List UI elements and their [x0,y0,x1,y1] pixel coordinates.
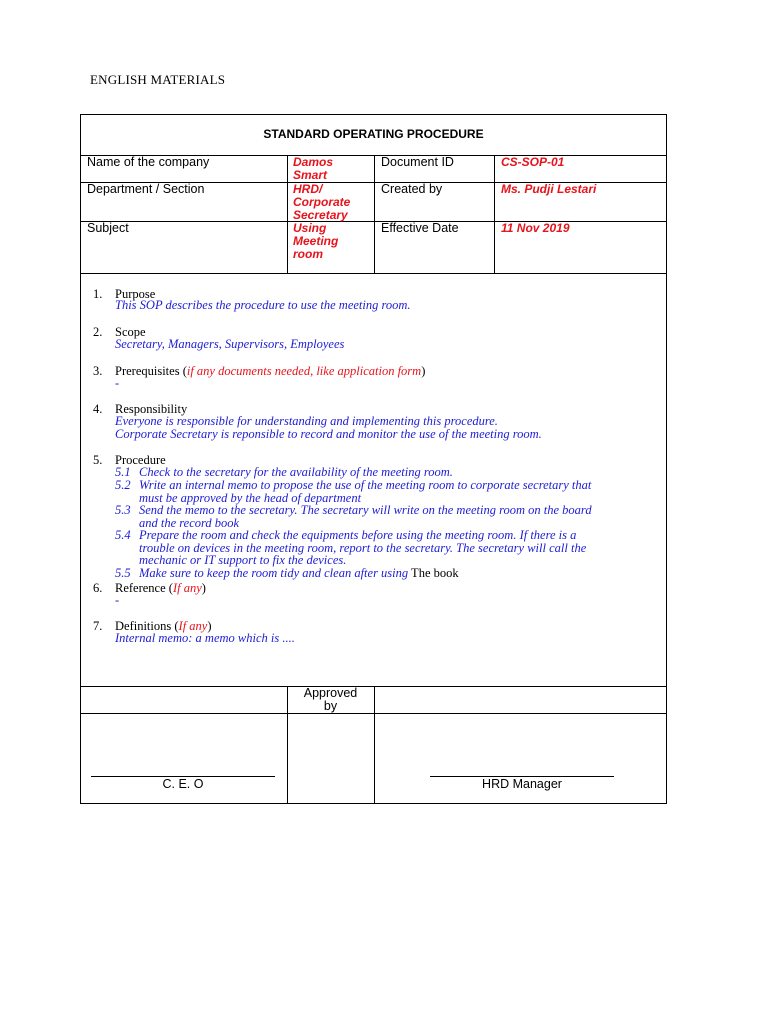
document-id-label: Document ID [381,155,454,169]
document-id-value: CS-SOP-01 [501,155,565,169]
hrd-manager-label: HRD Manager [482,777,562,791]
department-value: HRD/ Corporate Secretary [293,182,351,222]
approved-by-label: Approved by [303,686,358,713]
sop-title: STANDARD OPERATING PROCEDURE [263,127,484,141]
effective-date-label: Effective Date [381,221,459,235]
subject-value: Using Meeting room [293,221,339,261]
department-label: Department / Section [87,182,205,196]
sop-form: STANDARD OPERATING PROCEDURE Name of the company Damos Smart Document ID CS-SOP-01 Department / Section HRD/ Corporate Secretary Created by Ms. Pudji Lestari Subject Using Meeting room Effective Date 11 Nov 2019 1. Purpose This SOP describes the procedure to use the meeting room. 2. Scope Secretary, Managers, Supervisors, Employees 3. Prerequisites (if any documents needed, like application form) - 4. Responsibility Everyone is responsible for understanding and implementing this procedure. Corporate Secretary is reponsible to record and monitor the use of the meeting room. 5. Procedure 5.1 Check to the secretary for the availability of the meeting room. 5.2 Write an internal memo to propose the use of the meeting room to corporate secretary that must be approved by the head of department 5.3 Send the memo to the secretary. The secretary will write on the meeting room on the board and the record book 5.4 Prepare the room and check the equipments before using the meeting room. If there is a trouble on devices in the meeting room, report to the secretary. The secretary will call the mechanic or IT support to fix the devices. 5.5 Make sure to keep the room tidy and clean after using The book 6. Reference (If any) - 7. Definitions (If any) Internal memo: a memo which is .... Approved by C. E. O HRD Manager [80,114,667,804]
page-header: ENGLISH MATERIALS [90,72,226,87]
created-by-label: Created by [381,182,443,196]
company-name-label: Name of the company [87,155,210,169]
ceo-label: C. E. O [162,777,204,791]
created-by-value: Ms. Pudji Lestari [501,182,597,196]
subject-label: Subject [87,221,129,235]
effective-date-value: 11 Nov 2019 [501,221,570,235]
company-name-value: Damos Smart [293,155,334,182]
